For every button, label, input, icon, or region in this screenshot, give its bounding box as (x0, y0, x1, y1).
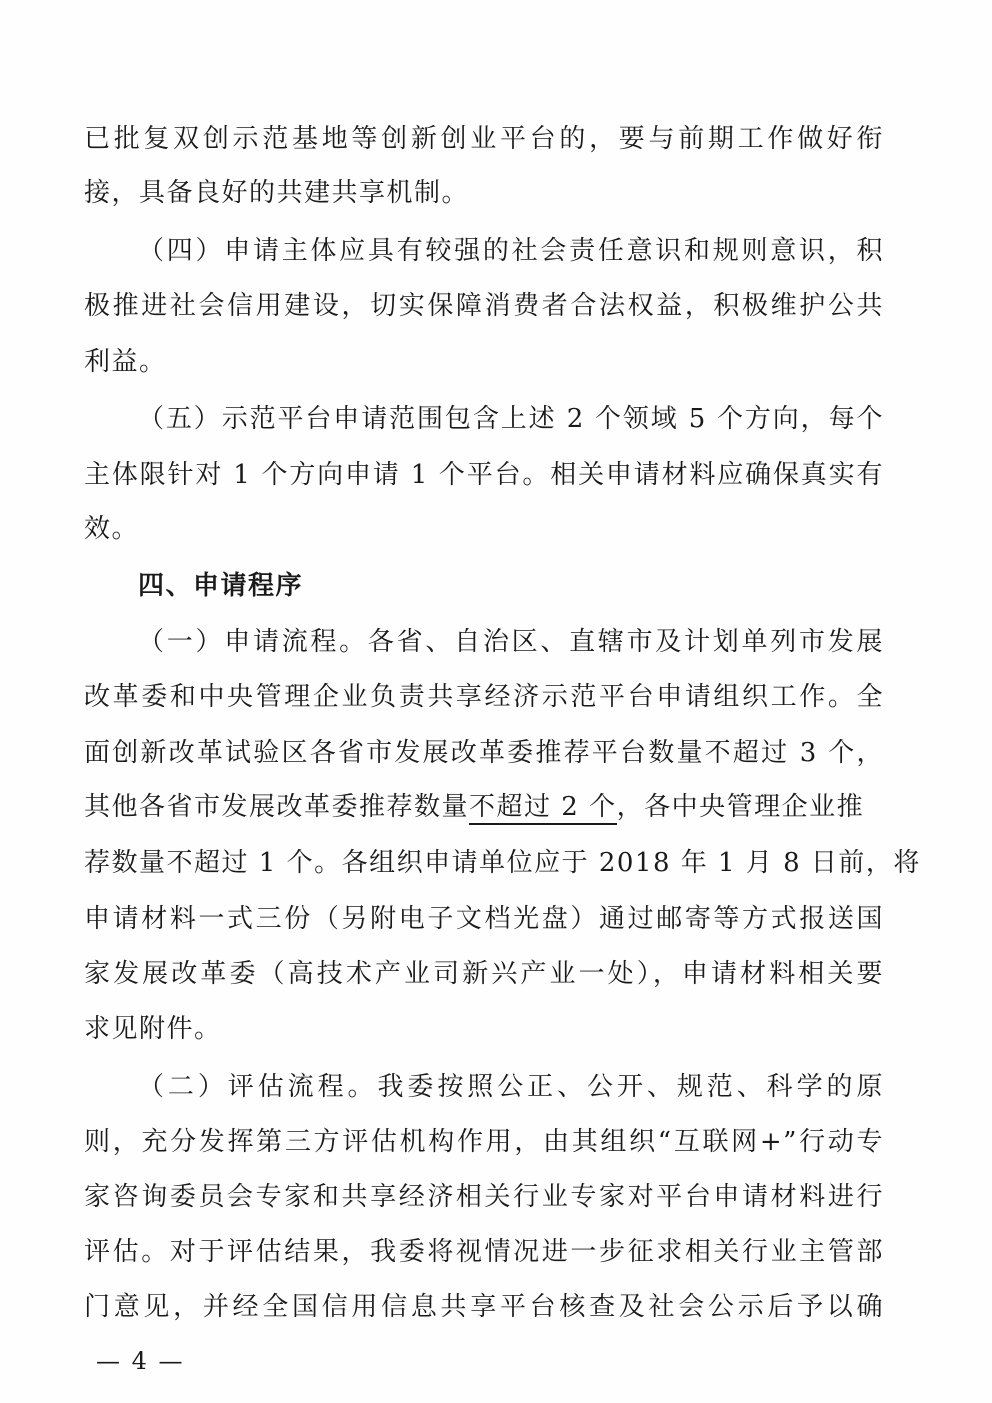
paragraph-line: 家咨询委员会专家和共享经济相关行业专家对平台申请材料进行 (84, 1182, 884, 1212)
underlined-text: 不超过 2 个 (469, 792, 617, 825)
paragraph-line: 申请材料一式三份（另附电子文档光盘）通过邮寄等方式报送国 (84, 904, 884, 934)
paragraph-line: 家发展改革委（高技术产业司新兴产业一处），申请材料相关要 (84, 959, 884, 989)
paragraph-line: （一）申请流程。各省、自治区、直辖市及计划单列市发展 (138, 627, 884, 657)
page-number: — 4 — (96, 1347, 185, 1375)
paragraph-line: 则，充分发挥第三方评估机构作用，由其组织“互联网+”行动专 (84, 1127, 884, 1157)
paragraph-line: 门意见，并经全国信用信息共享平台核查及社会公示后予以确 (84, 1292, 884, 1322)
paragraph-line: 利益。 (84, 347, 167, 377)
paragraph-line: 主体限针对 1 个方向申请 1 个平台。相关申请材料应确保真实有 (84, 460, 884, 490)
paragraph-line: 已批复双创示范基地等创新创业平台的，要与前期工作做好衔 (84, 124, 884, 154)
line-text: 其他各省市发展改革委推荐数量 (84, 792, 470, 822)
section-heading: 四、申请程序 (138, 571, 304, 601)
paragraph-line: 求见附件。 (84, 1014, 222, 1044)
paragraph-line: 荐数量不超过 1 个。各组织申请单位应于 2018 年 1 月 8 日前，将 (84, 848, 921, 878)
paragraph-line: 极推进社会信用建设，切实保障消费者合法权益，积极维护公共 (84, 291, 884, 321)
paragraph-line: 改革委和中央管理企业负责共享经济示范平台申请组织工作。全 (84, 682, 884, 712)
paragraph-line: （四）申请主体应具有较强的社会责任意识和规则意识，积 (138, 236, 884, 266)
paragraph-line (84, 790, 884, 824)
paragraph-line: 接，具备良好的共建共享机制。 (84, 178, 470, 208)
paragraph-line: 效。 (84, 514, 140, 544)
paragraph-line: （二）评估流程。我委按照公正、公开、规范、科学的原 (138, 1072, 884, 1102)
paragraph-line: 评估。对于评估结果，我委将视情况进一步征求相关行业主管部 (84, 1237, 884, 1267)
line-text: ，各中央管理企业推 (616, 792, 865, 822)
paragraph-line: （五）示范平台申请范围包含上述 2 个领域 5 个方向，每个 (138, 404, 884, 434)
paragraph-line: 面创新改革试验区各省市发展改革委推荐平台数量不超过 3 个， (84, 738, 884, 768)
